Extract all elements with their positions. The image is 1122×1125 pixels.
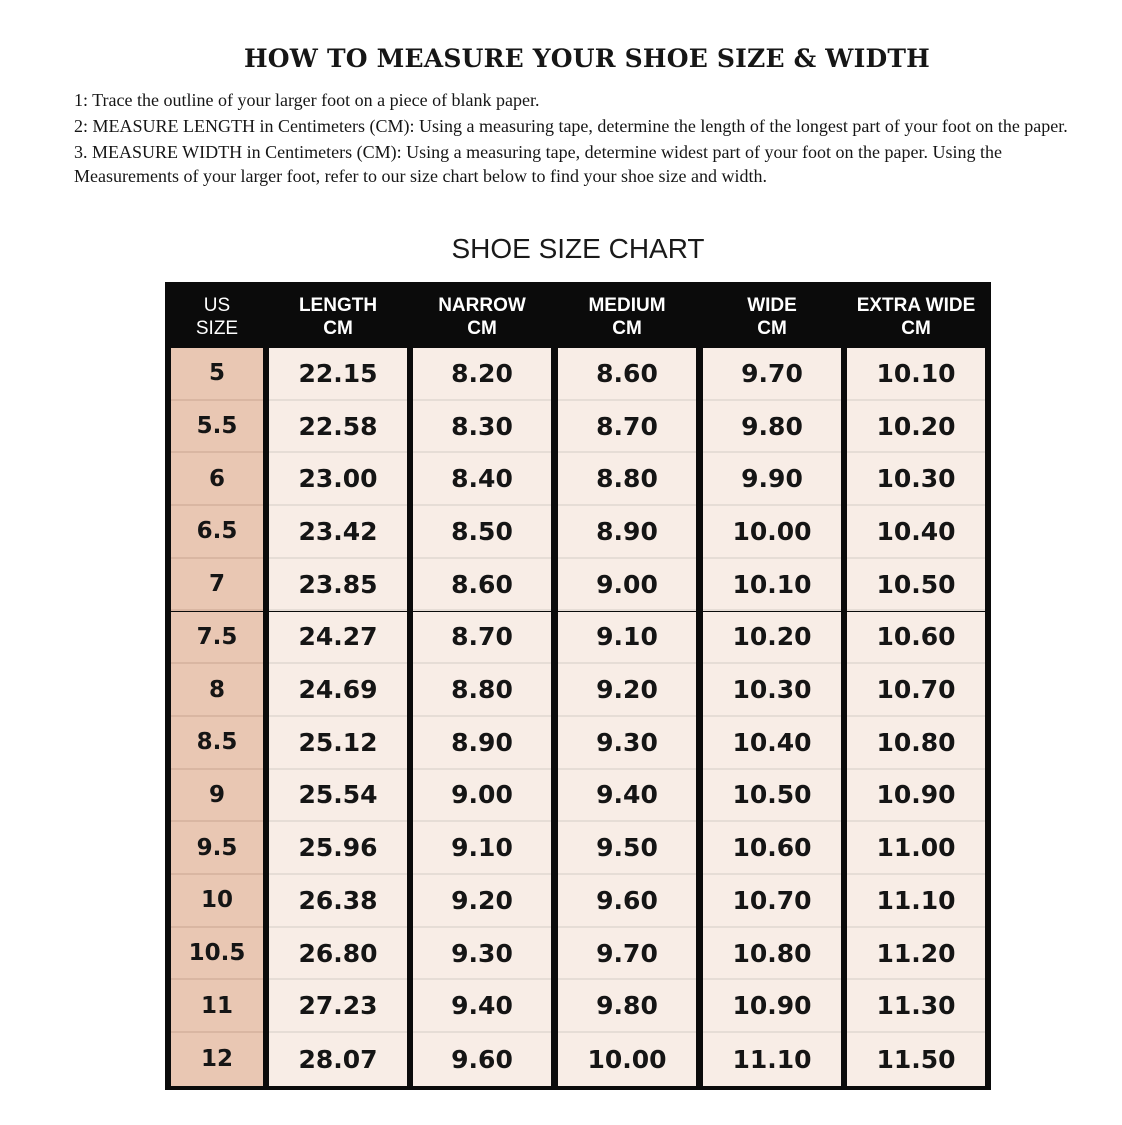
cell-medium: 9.10 <box>558 612 696 665</box>
cell-medium: 9.50 <box>558 822 696 875</box>
cell-wide: 10.70 <box>703 875 841 928</box>
cell-length: 25.96 <box>269 822 407 875</box>
cell-size: 9.5 <box>171 822 263 875</box>
cell-extra-wide: 11.20 <box>847 928 985 981</box>
cell-size: 5 <box>171 348 263 401</box>
cell-wide: 10.40 <box>703 717 841 770</box>
header-narrow-line2: CM <box>467 318 497 339</box>
cell-length: 22.58 <box>269 401 407 454</box>
cell-medium: 8.70 <box>558 401 696 454</box>
header-medium-line1: MEDIUM <box>588 295 666 316</box>
cell-length: 23.85 <box>269 559 407 612</box>
header-us-size-line2: SIZE <box>195 318 239 339</box>
cell-extra-wide: 10.60 <box>847 612 985 665</box>
cell-narrow: 8.20 <box>413 348 551 401</box>
cell-medium: 8.60 <box>558 348 696 401</box>
cell-medium: 8.80 <box>558 453 696 506</box>
cell-extra-wide: 10.30 <box>847 453 985 506</box>
cell-size: 8.5 <box>171 717 263 770</box>
chart-title: SHOE SIZE CHART <box>451 233 705 264</box>
header-length <box>269 294 407 340</box>
cell-narrow: 8.90 <box>413 717 551 770</box>
cell-length: 22.15 <box>269 348 407 401</box>
cell-wide: 9.90 <box>703 453 841 506</box>
cell-length: 24.27 <box>269 612 407 665</box>
cell-medium: 9.20 <box>558 664 696 717</box>
cell-wide: 11.10 <box>703 1033 841 1086</box>
cell-size: 7 <box>171 559 263 612</box>
instruction-step-3: 3. MEASURE WIDTH in Centimeters (CM): Using a measuring tape, determine widest part of your foot on the paper. Using the Measurements of your larger foot, refer to our size chart below to find your shoe size and width. <box>74 142 1002 186</box>
cell-narrow: 9.60 <box>413 1033 551 1086</box>
header-narrow-line1: NARROW <box>438 295 526 316</box>
cell-narrow: 8.60 <box>413 559 551 612</box>
cell-medium: 9.60 <box>558 875 696 928</box>
cell-extra-wide: 10.20 <box>847 401 985 454</box>
cell-extra-wide: 11.10 <box>847 875 985 928</box>
cell-narrow: 8.30 <box>413 401 551 454</box>
cell-extra-wide: 10.40 <box>847 506 985 559</box>
cell-length: 25.54 <box>269 770 407 823</box>
cell-length: 26.80 <box>269 928 407 981</box>
instruction-step-1: 1: Trace the outline of your larger foot on a piece of blank paper. <box>74 90 540 110</box>
cell-size: 7.5 <box>171 612 263 665</box>
cell-wide: 10.10 <box>703 559 841 612</box>
cell-size: 8 <box>171 664 263 717</box>
cell-length: 23.00 <box>269 453 407 506</box>
cell-length: 27.23 <box>269 980 407 1033</box>
table-header-row <box>165 282 991 346</box>
size-chart-table <box>165 282 991 1090</box>
cell-wide: 10.20 <box>703 612 841 665</box>
cell-narrow: 9.20 <box>413 875 551 928</box>
header-wide-line1: WIDE <box>747 295 797 316</box>
cell-size: 5.5 <box>171 401 263 454</box>
header-extra-wide-line1: EXTRA WIDE <box>856 295 976 316</box>
cell-length: 25.12 <box>269 717 407 770</box>
header-us-size <box>171 294 263 340</box>
page-title: HOW TO MEASURE YOUR SHOE SIZE & WIDTH <box>243 44 930 73</box>
header-wide-line2: CM <box>757 318 787 339</box>
cell-narrow: 9.00 <box>413 770 551 823</box>
cell-wide: 10.50 <box>703 770 841 823</box>
cell-extra-wide: 10.10 <box>847 348 985 401</box>
cell-extra-wide: 11.50 <box>847 1033 985 1086</box>
cell-extra-wide: 11.30 <box>847 980 985 1033</box>
cell-narrow: 8.70 <box>413 612 551 665</box>
cell-medium: 9.80 <box>558 980 696 1033</box>
header-medium-line2: CM <box>612 318 642 339</box>
cell-length: 28.07 <box>269 1033 407 1086</box>
header-extra-wide-line2: CM <box>901 318 931 339</box>
cell-narrow: 9.30 <box>413 928 551 981</box>
cell-wide: 10.30 <box>703 664 841 717</box>
cell-length: 24.69 <box>269 664 407 717</box>
cell-extra-wide: 10.70 <box>847 664 985 717</box>
cell-size: 6.5 <box>171 506 263 559</box>
cell-length: 26.38 <box>269 875 407 928</box>
cell-length: 23.42 <box>269 506 407 559</box>
cell-size: 11 <box>171 980 263 1033</box>
cell-wide: 10.90 <box>703 980 841 1033</box>
cell-extra-wide: 11.00 <box>847 822 985 875</box>
cell-wide: 9.70 <box>703 348 841 401</box>
header-narrow <box>413 294 551 340</box>
instruction-step-2: 2: MEASURE LENGTH in Centimeters (CM): Using a measuring tape, determine the length of the longest part of your foot on the paper. <box>74 116 1068 136</box>
cell-wide: 10.00 <box>703 506 841 559</box>
cell-wide: 10.60 <box>703 822 841 875</box>
cell-extra-wide: 10.90 <box>847 770 985 823</box>
header-extra-wide <box>847 294 985 340</box>
cell-wide: 10.80 <box>703 928 841 981</box>
cell-medium: 9.00 <box>558 559 696 612</box>
cell-size: 10 <box>171 875 263 928</box>
cell-medium: 9.40 <box>558 770 696 823</box>
header-length-line1: LENGTH <box>298 295 378 316</box>
cell-medium: 8.90 <box>558 506 696 559</box>
cell-size: 6 <box>171 453 263 506</box>
cell-size: 10.5 <box>171 928 263 981</box>
cell-wide: 9.80 <box>703 401 841 454</box>
header-wide <box>703 294 841 340</box>
cell-size: 12 <box>171 1033 263 1086</box>
header-us-size-line1: US <box>203 295 231 316</box>
instructions <box>74 88 1074 190</box>
cell-narrow: 9.10 <box>413 822 551 875</box>
header-medium <box>558 294 696 340</box>
header-length-line2: CM <box>323 318 353 339</box>
cell-narrow: 9.40 <box>413 980 551 1033</box>
cell-medium: 9.30 <box>558 717 696 770</box>
cell-extra-wide: 10.80 <box>847 717 985 770</box>
cell-narrow: 8.40 <box>413 453 551 506</box>
cell-narrow: 8.50 <box>413 506 551 559</box>
cell-narrow: 8.80 <box>413 664 551 717</box>
cell-medium: 9.70 <box>558 928 696 981</box>
cell-extra-wide: 10.50 <box>847 559 985 612</box>
cell-size: 9 <box>171 770 263 823</box>
cell-medium: 10.00 <box>558 1033 696 1086</box>
